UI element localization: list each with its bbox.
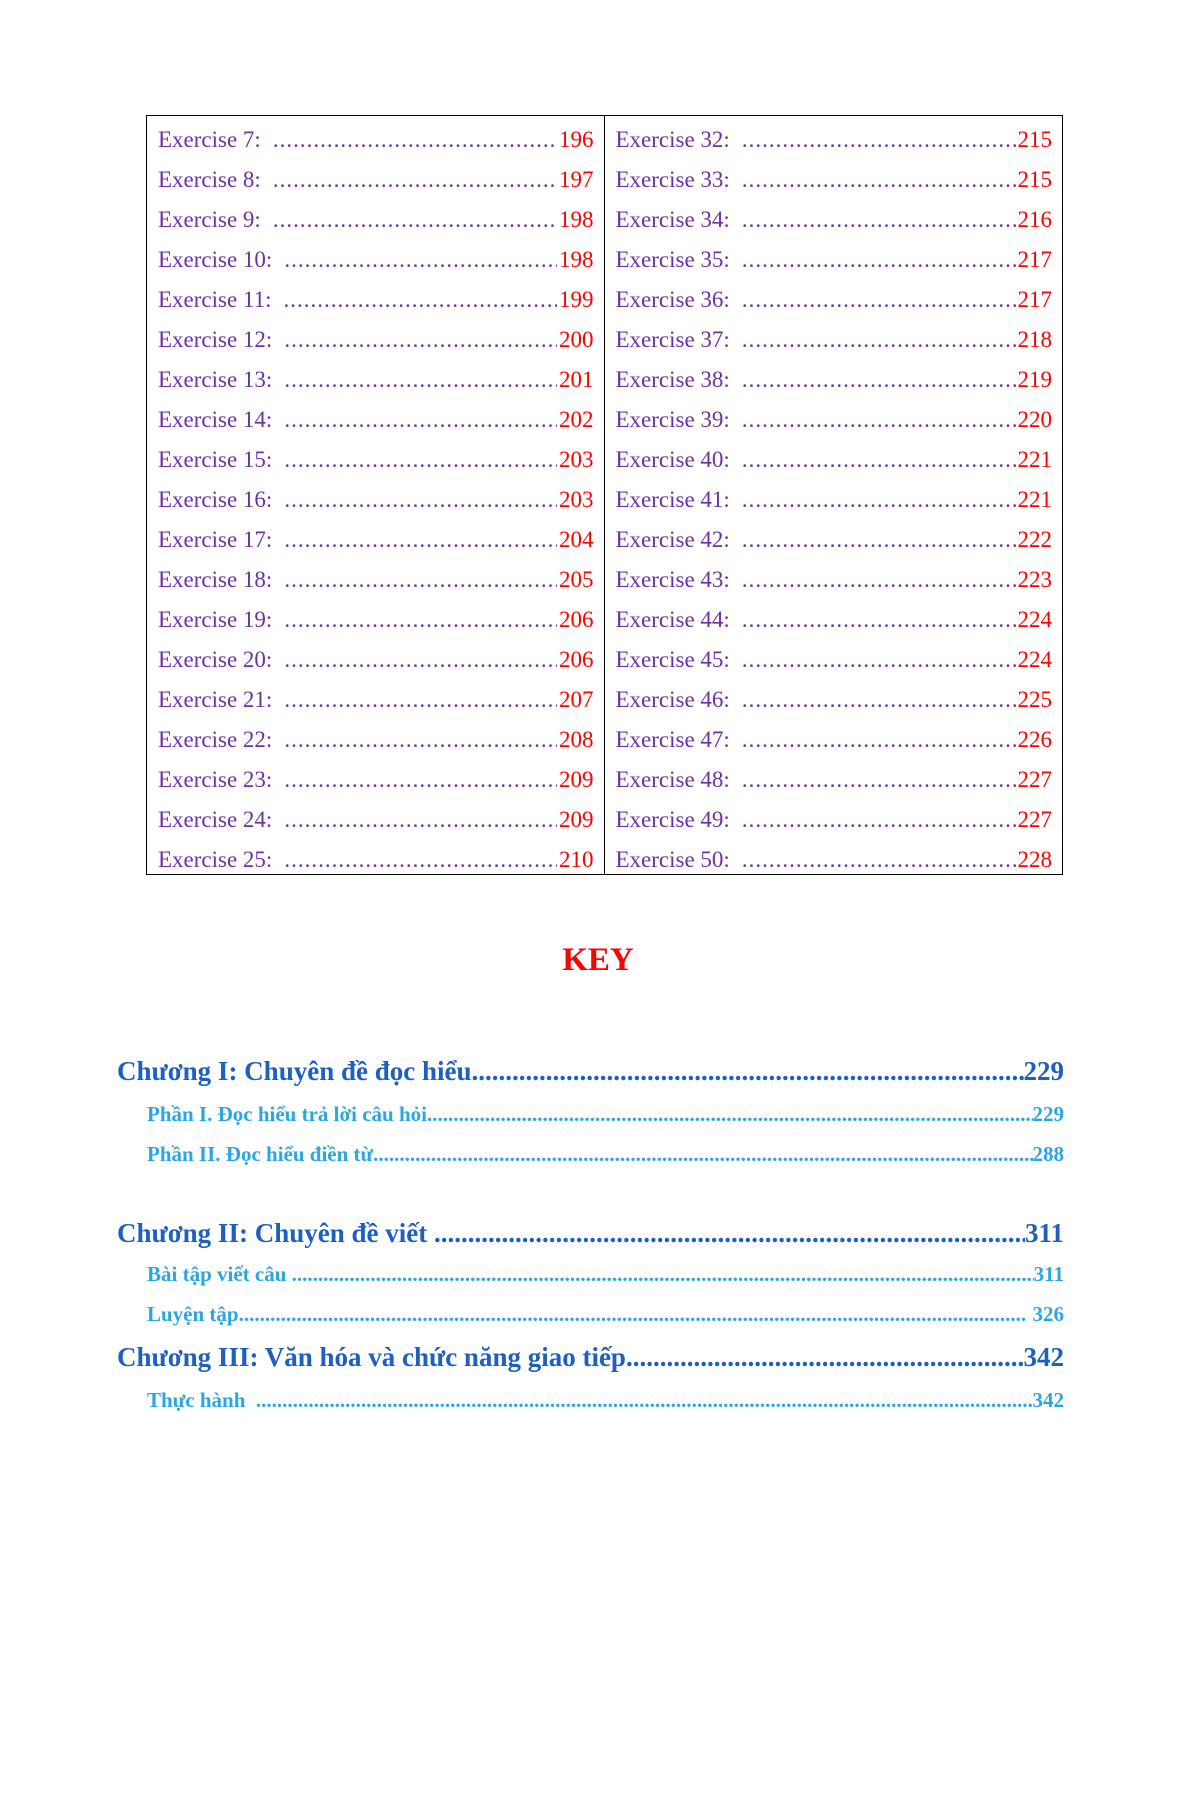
exercise-page-number: 215 xyxy=(1017,167,1052,192)
exercise-label: Exercise 39: xyxy=(615,407,730,432)
toc-page-number: 342 xyxy=(1023,1342,1064,1372)
dot-leader xyxy=(742,240,1016,280)
exercise-label: Exercise 50: xyxy=(615,847,730,872)
toc-page-number: 288 xyxy=(1032,1142,1064,1166)
dot-leader xyxy=(273,120,557,160)
exercise-label: Exercise 23: xyxy=(158,767,273,792)
exercise-row[interactable] xyxy=(616,440,1053,480)
exercise-row[interactable] xyxy=(616,520,1053,560)
exercise-row[interactable] xyxy=(158,800,594,840)
toc-label: Luyện tập xyxy=(147,1302,239,1326)
exercise-row[interactable] xyxy=(158,320,594,360)
exercise-page-number: 203 xyxy=(559,447,594,472)
dot-leader xyxy=(742,600,1016,640)
toc-chapter-row[interactable] xyxy=(117,1336,1064,1378)
exercise-label: Exercise 46: xyxy=(615,687,730,712)
toc-section-row[interactable] xyxy=(117,1254,1064,1294)
exercise-page-number: 210 xyxy=(559,847,594,872)
exercise-label: Exercise 24: xyxy=(158,807,273,832)
exercise-page-number: 197 xyxy=(559,167,594,192)
dot-leader xyxy=(284,440,557,480)
exercise-row[interactable] xyxy=(616,760,1053,800)
exercise-label: Exercise 25: xyxy=(158,847,273,872)
dot-leader xyxy=(284,760,557,800)
exercise-label: Exercise 18: xyxy=(158,567,273,592)
dot-leader xyxy=(742,640,1016,680)
toc-page-number: 326 xyxy=(1027,1302,1064,1326)
toc-page-number: 311 xyxy=(1033,1262,1064,1286)
exercise-label: Exercise 38: xyxy=(615,367,730,392)
exercise-page-number: 227 xyxy=(1017,767,1052,792)
exercise-label: Exercise 36: xyxy=(615,287,730,312)
exercise-page-number: 198 xyxy=(559,247,594,272)
dot-leader xyxy=(284,840,557,880)
exercise-index-table xyxy=(146,115,1063,875)
dot-leader xyxy=(284,240,557,280)
exercise-row[interactable] xyxy=(616,200,1053,240)
dot-leader xyxy=(742,680,1016,720)
toc-label: Chương III: Văn hóa và chức năng giao tiếp xyxy=(117,1342,626,1372)
exercise-row[interactable] xyxy=(616,360,1053,400)
dot-leader xyxy=(284,600,557,640)
toc-label: Phần II. Đọc hiểu điền từ xyxy=(147,1142,374,1166)
exercise-row[interactable] xyxy=(616,560,1053,600)
exercise-label: Exercise 42: xyxy=(615,527,730,552)
exercise-page-number: 221 xyxy=(1017,487,1052,512)
exercise-label: Exercise 9: xyxy=(158,207,261,232)
exercise-label: Exercise 41: xyxy=(615,487,730,512)
exercise-label: Exercise 14: xyxy=(158,407,273,432)
exercise-label: Exercise 40: xyxy=(615,447,730,472)
exercise-page-number: 199 xyxy=(559,287,594,312)
exercise-label: Exercise 32: xyxy=(615,127,730,152)
dot-leader xyxy=(742,720,1016,760)
exercise-page-number: 209 xyxy=(559,767,594,792)
exercise-row[interactable] xyxy=(616,800,1053,840)
exercise-label: Exercise 16: xyxy=(158,487,273,512)
dot-leader xyxy=(742,120,1016,160)
exercise-page-number: 208 xyxy=(559,727,594,752)
exercise-row[interactable] xyxy=(616,320,1053,360)
exercise-row[interactable] xyxy=(158,400,594,440)
exercise-row[interactable] xyxy=(158,200,594,240)
dot-leader xyxy=(292,1254,1034,1294)
exercise-column-left xyxy=(147,116,605,874)
exercise-label: Exercise 21: xyxy=(158,687,273,712)
dot-leader xyxy=(284,640,557,680)
toc-chapter-row[interactable] xyxy=(117,1212,1064,1254)
exercise-page-number: 226 xyxy=(1017,727,1052,752)
toc-label: Thực hành xyxy=(147,1388,256,1412)
dot-leader xyxy=(626,1336,1024,1378)
exercise-row[interactable] xyxy=(158,840,594,880)
exercise-row[interactable] xyxy=(158,240,594,280)
exercise-row[interactable] xyxy=(158,160,594,200)
exercise-label: Exercise 11: xyxy=(158,287,272,312)
exercise-page-number: 228 xyxy=(1017,847,1052,872)
exercise-column-right xyxy=(605,116,1063,874)
exercise-row[interactable] xyxy=(616,280,1053,320)
dot-leader xyxy=(742,200,1016,240)
exercise-page-number: 215 xyxy=(1017,127,1052,152)
toc-label: Chương II: Chuyên đề viết xyxy=(117,1218,434,1248)
exercise-page-number: 198 xyxy=(559,207,594,232)
exercise-label: Exercise 15: xyxy=(158,447,273,472)
exercise-page-number: 206 xyxy=(559,607,594,632)
exercise-page-number: 225 xyxy=(1017,687,1052,712)
toc-page-number: 342 xyxy=(1032,1388,1064,1412)
exercise-row[interactable] xyxy=(158,600,594,640)
exercise-page-number: 204 xyxy=(559,527,594,552)
dot-leader xyxy=(284,680,557,720)
exercise-page-number: 227 xyxy=(1017,807,1052,832)
exercise-row[interactable] xyxy=(616,400,1053,440)
exercise-page-number: 217 xyxy=(1017,287,1052,312)
exercise-page-number: 196 xyxy=(559,127,594,152)
exercise-label: Exercise 37: xyxy=(615,327,730,352)
dot-leader xyxy=(284,480,557,520)
exercise-row[interactable] xyxy=(158,360,594,400)
exercise-label: Exercise 34: xyxy=(615,207,730,232)
exercise-row[interactable] xyxy=(616,120,1053,160)
dot-leader xyxy=(742,400,1016,440)
dot-leader xyxy=(284,360,557,400)
dot-leader xyxy=(471,1050,1023,1092)
exercise-label: Exercise 49: xyxy=(615,807,730,832)
exercise-row[interactable] xyxy=(616,160,1053,200)
exercise-row[interactable] xyxy=(158,720,594,760)
toc-page-number: 311 xyxy=(1024,1218,1064,1248)
exercise-row[interactable] xyxy=(616,600,1053,640)
dot-leader xyxy=(284,720,557,760)
exercise-label: Exercise 45: xyxy=(615,647,730,672)
dot-leader xyxy=(373,1134,1032,1174)
dot-leader xyxy=(742,480,1016,520)
exercise-page-number: 218 xyxy=(1017,327,1052,352)
exercise-page-number: 223 xyxy=(1017,567,1052,592)
exercise-label: Exercise 35: xyxy=(615,247,730,272)
dot-leader xyxy=(427,1094,1033,1134)
exercise-page-number: 219 xyxy=(1017,367,1052,392)
exercise-row[interactable] xyxy=(616,840,1053,880)
exercise-page-number: 203 xyxy=(559,487,594,512)
dot-leader xyxy=(239,1294,1028,1334)
toc-chapter-row[interactable] xyxy=(117,1050,1064,1092)
exercise-row[interactable] xyxy=(616,240,1053,280)
dot-leader xyxy=(434,1212,1025,1254)
dot-leader xyxy=(742,560,1016,600)
toc-section-row[interactable] xyxy=(117,1294,1064,1334)
exercise-label: Exercise 44: xyxy=(615,607,730,632)
exercise-row[interactable] xyxy=(158,680,594,720)
exercise-page-number: 206 xyxy=(559,647,594,672)
exercise-page-number: 209 xyxy=(559,807,594,832)
dot-leader xyxy=(742,800,1016,840)
exercise-row[interactable] xyxy=(158,760,594,800)
toc-label: Phần I. Đọc hiểu trả lời câu hỏi xyxy=(147,1102,427,1126)
exercise-row[interactable] xyxy=(158,480,594,520)
dot-leader xyxy=(284,560,557,600)
exercise-label: Exercise 7: xyxy=(158,127,261,152)
dot-leader xyxy=(284,400,557,440)
dot-leader xyxy=(742,440,1016,480)
toc-label: Bài tập viết câu xyxy=(147,1262,292,1286)
exercise-label: Exercise 12: xyxy=(158,327,273,352)
exercise-label: Exercise 47: xyxy=(615,727,730,752)
exercise-label: Exercise 17: xyxy=(158,527,273,552)
exercise-row[interactable] xyxy=(616,640,1053,680)
dot-leader xyxy=(273,160,557,200)
exercise-row[interactable] xyxy=(158,560,594,600)
exercise-row[interactable] xyxy=(616,720,1053,760)
dot-leader xyxy=(273,200,557,240)
exercise-label: Exercise 19: xyxy=(158,607,273,632)
exercise-row[interactable] xyxy=(616,480,1053,520)
toc-label: Chương I: Chuyên đề đọc hiểu xyxy=(117,1056,472,1086)
toc-section-row[interactable] xyxy=(117,1134,1064,1174)
exercise-page-number: 216 xyxy=(1017,207,1052,232)
exercise-page-number: 200 xyxy=(559,327,594,352)
dot-leader xyxy=(742,840,1016,880)
exercise-page-number: 207 xyxy=(559,687,594,712)
exercise-label: Exercise 48: xyxy=(615,767,730,792)
dot-leader xyxy=(742,160,1016,200)
dot-leader xyxy=(256,1380,1033,1420)
dot-leader xyxy=(742,520,1016,560)
exercise-label: Exercise 43: xyxy=(615,567,730,592)
exercise-page-number: 222 xyxy=(1017,527,1052,552)
exercise-page-number: 220 xyxy=(1017,407,1052,432)
exercise-label: Exercise 10: xyxy=(158,247,273,272)
toc-page-number: 229 xyxy=(1032,1102,1064,1126)
dot-leader xyxy=(284,520,557,560)
toc-section-row[interactable] xyxy=(117,1380,1064,1420)
exercise-label: Exercise 8: xyxy=(158,167,261,192)
exercise-page-number: 201 xyxy=(559,367,594,392)
dot-leader xyxy=(283,280,557,320)
dot-leader xyxy=(742,760,1016,800)
exercise-label: Exercise 33: xyxy=(615,167,730,192)
exercise-page-number: 202 xyxy=(559,407,594,432)
exercise-page-number: 224 xyxy=(1017,607,1052,632)
toc-section-row[interactable] xyxy=(117,1094,1064,1134)
exercise-page-number: 224 xyxy=(1017,647,1052,672)
exercise-row[interactable] xyxy=(616,680,1053,720)
dot-leader xyxy=(284,800,557,840)
exercise-row[interactable] xyxy=(158,640,594,680)
dot-leader xyxy=(742,320,1016,360)
exercise-label: Exercise 13: xyxy=(158,367,273,392)
exercise-page-number: 221 xyxy=(1017,447,1052,472)
exercise-row[interactable] xyxy=(158,520,594,560)
exercise-row[interactable] xyxy=(158,280,594,320)
dot-leader xyxy=(284,320,557,360)
dot-leader xyxy=(742,360,1016,400)
exercise-row[interactable] xyxy=(158,440,594,480)
exercise-label: Exercise 22: xyxy=(158,727,273,752)
exercise-page-number: 217 xyxy=(1017,247,1052,272)
key-heading: KEY xyxy=(562,942,634,978)
exercise-page-number: 205 xyxy=(559,567,594,592)
exercise-label: Exercise 20: xyxy=(158,647,273,672)
dot-leader xyxy=(742,280,1016,320)
exercise-row[interactable] xyxy=(158,120,594,160)
toc-page-number: 229 xyxy=(1023,1056,1064,1086)
